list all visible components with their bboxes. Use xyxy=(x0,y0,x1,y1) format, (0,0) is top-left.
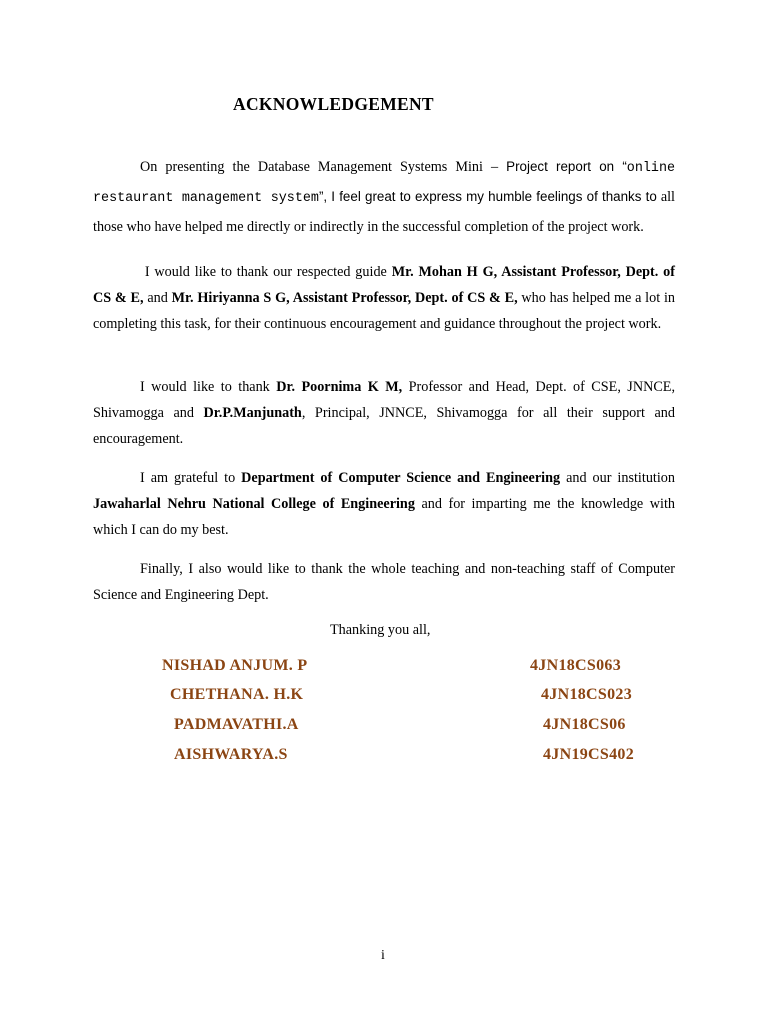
p4-text-e: and for imparting me the knowledge with which I can do my best. xyxy=(93,496,675,538)
p1-text-e: all those who have helped me directly or indirectly in the successful completion of the project work. xyxy=(93,189,675,235)
p4-text-c: and our institution xyxy=(560,470,675,486)
page-title: ACKNOWLEDGEMENT xyxy=(233,94,434,114)
paragraph-staff xyxy=(93,556,675,608)
p2-text-a: I would like to thank our respected guide xyxy=(140,264,392,280)
project-title: online restaurant management system xyxy=(93,161,676,206)
p1-text-b: Project report on “ xyxy=(506,159,627,174)
p4-text-a: I am grateful to xyxy=(140,470,242,486)
principal-name: Dr.P.Manjunath xyxy=(203,405,302,421)
page-number: i xyxy=(381,948,385,963)
guide-2: Mr. Hiriyanna S G, Assistant Professor, Dept. of CS & E, xyxy=(171,290,518,306)
closing-line: Thanking you all, xyxy=(330,622,431,638)
paragraph-presentation xyxy=(93,153,675,241)
paragraph-institution xyxy=(93,465,675,543)
paragraph-guides xyxy=(93,259,675,337)
p2-text-e: who has helped me a lot in completing this task, for their continuous encouragement and guidance throughout the project work. xyxy=(93,290,675,332)
member-name: PADMAVATHI.A xyxy=(174,716,299,733)
p3-text-e: , Principal, JNNCE, Shivamogga for all their support and encouragement. xyxy=(93,405,675,447)
paragraph-hod xyxy=(93,374,675,452)
member-name: CHETHANA. H.K xyxy=(170,686,304,703)
p5-text-a: Finally, I also would like to thank the whole teaching and non-teaching staff of Computer Science and Engineering Dept. xyxy=(93,561,675,603)
member-usn: 4JN18CS063 xyxy=(530,657,622,674)
guide-1: Mr. Mohan H G, Assistant Professor, Dept. of CS & E, xyxy=(93,264,675,306)
p1-text-a: On presenting the Database Management Systems Mini – xyxy=(140,159,507,175)
p3-text-c: Professor and Head, Dept. of CSE, JNNCE, Shivamogga and xyxy=(93,379,675,421)
member-name: AISHWARYA.S xyxy=(174,746,288,763)
department-name: Department of Computer Science and Engineering xyxy=(241,470,561,486)
p2-text-c: and xyxy=(143,290,172,306)
member-usn: 4JN19CS402 xyxy=(543,746,635,763)
member-usn: 4JN18CS023 xyxy=(541,686,633,703)
p1-text-d: ”, I feel great to express my humble feelings of thanks to xyxy=(318,189,657,204)
hod-name: Dr. Poornima K M, xyxy=(276,379,403,395)
member-usn: 4JN18CS06 xyxy=(543,716,626,733)
p3-text-a: I would like to thank xyxy=(140,379,277,395)
institution-name: Jawaharlal Nehru National College of Engineering xyxy=(93,496,415,512)
member-name: NISHAD ANJUM. P xyxy=(162,657,308,674)
